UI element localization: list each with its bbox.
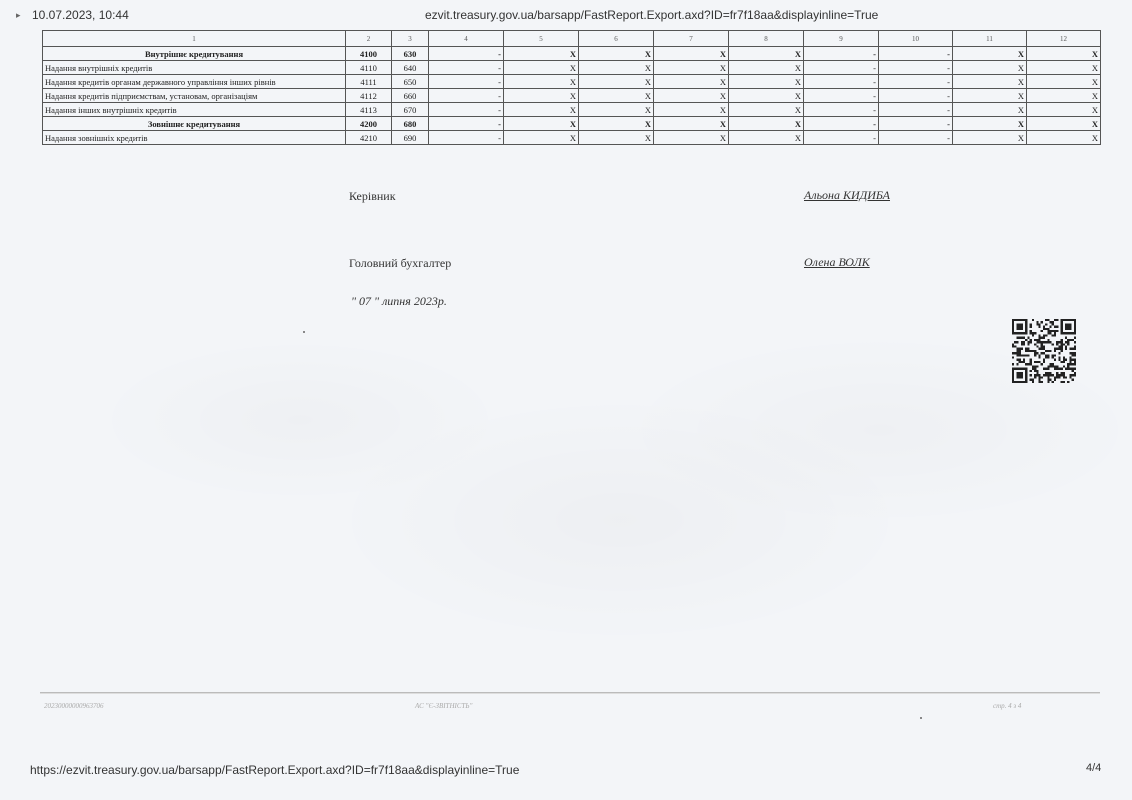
table-cell: - [429,61,504,75]
table-cell: 4112 [346,89,392,103]
row-name: Зовнішнє кредитування [43,117,346,131]
print-header-url: ezvit.treasury.gov.ua/barsapp/FastReport.Export.axd?ID=fr7f18aa&displayinline=True [425,8,879,22]
table-cell: X [579,61,654,75]
table-cell: X [953,89,1027,103]
row-name: Надання інших внутрішніх кредитів [43,103,346,117]
table-cell: X [654,103,729,117]
column-header: 10 [879,31,953,47]
table-cell: X [654,117,729,131]
scan-speck [303,331,305,333]
footer-system: АС "Є-ЗВІТНІСТЬ" [415,702,473,710]
accountant-label: Головний бухгалтер [349,256,452,270]
table-cell: - [429,103,504,117]
table-cell: 640 [392,61,429,75]
table-cell: X [579,89,654,103]
table-cell: - [429,47,504,61]
table-cell: X [1027,75,1101,89]
row-name: Внутрішнє кредитування [43,47,346,61]
table-cell: X [729,75,804,89]
table-cell: X [953,47,1027,61]
table-cell: X [1027,103,1101,117]
table-row [43,103,1101,117]
column-header: 2 [346,31,392,47]
table-cell: X [1027,61,1101,75]
table-cell: - [879,47,953,61]
table-cell: 4113 [346,103,392,117]
column-header: 5 [504,31,579,47]
footer-page-note: стр. 4 з 4 [993,702,1022,710]
row-name: Надання внутрішніх кредитів [43,61,346,75]
column-header: 6 [579,31,654,47]
table-cell: - [804,117,879,131]
table-cell: - [429,117,504,131]
print-page-number: 4/4 [1086,762,1102,774]
table-cell: X [654,61,729,75]
head-label: Керівник [349,189,396,203]
table-cell: - [804,75,879,89]
table-cell: X [729,117,804,131]
table-cell: X [1027,117,1101,131]
table-cell: X [579,47,654,61]
table-cell: - [429,89,504,103]
table-cell: X [953,117,1027,131]
column-header: 9 [804,31,879,47]
row-name: Надання кредитів підприємствам, установам, організаціям [43,89,346,103]
table-row [43,89,1101,103]
table-row [43,131,1101,145]
table-cell: X [579,103,654,117]
table-cell: X [729,89,804,103]
table-cell: - [879,61,953,75]
table-cell: 630 [392,47,429,61]
row-name: Надання кредитів органам державного управління інших рівнів [43,75,346,89]
table-cell: X [504,103,579,117]
table-cell: - [804,103,879,117]
table-cell: 660 [392,89,429,103]
table-cell: X [504,47,579,61]
table-cell: - [879,89,953,103]
table-cell: - [879,75,953,89]
table-cell: 4110 [346,61,392,75]
qr-code-icon [1012,319,1076,383]
table-cell: - [804,61,879,75]
footer-divider [40,692,1100,694]
table-cell: - [879,117,953,131]
table-row [43,75,1101,89]
table-cell: 670 [392,103,429,117]
print-datetime: 10.07.2023, 10:44 [32,8,129,22]
table-cell: X [504,131,579,145]
column-header: 1 [43,31,346,47]
table-cell: 690 [392,131,429,145]
table-cell: X [953,131,1027,145]
signature-date: " 07 " липня 2023р. [351,294,447,308]
table-cell: X [953,75,1027,89]
table-row [43,61,1101,75]
table-cell: X [654,131,729,145]
corner-mark: ▸ [16,10,21,20]
table-header-row [43,31,1101,47]
table-cell: X [729,47,804,61]
column-header: 11 [953,31,1027,47]
footer-doc-id: 20230000000963706 [44,702,104,710]
head-name: Альона КИДИБА [804,188,890,202]
table-cell: 4210 [346,131,392,145]
table-cell: - [879,131,953,145]
column-header: 8 [729,31,804,47]
table-cell: 4100 [346,47,392,61]
table-cell: - [879,103,953,117]
table-cell: X [504,75,579,89]
column-header: 3 [392,31,429,47]
table-cell: X [729,61,804,75]
table-cell: X [1027,131,1101,145]
table-cell: 680 [392,117,429,131]
table-cell: 650 [392,75,429,89]
table-row [43,47,1101,61]
table-cell: X [504,117,579,131]
table-cell: X [1027,89,1101,103]
row-name: Надання зовнішніх кредитів [43,131,346,145]
table-cell: X [953,103,1027,117]
table-cell: X [1027,47,1101,61]
table-cell: X [729,131,804,145]
table-cell: 4200 [346,117,392,131]
table-cell: X [729,103,804,117]
table-cell: X [504,61,579,75]
table-cell: X [579,131,654,145]
table-row [43,117,1101,131]
table-cell: 4111 [346,75,392,89]
table-cell: X [579,75,654,89]
table-cell: - [429,75,504,89]
table-body [43,47,1101,145]
table-cell: X [654,47,729,61]
credit-table [42,30,1101,145]
column-header: 7 [654,31,729,47]
accountant-name: Олена ВОЛК [804,255,870,269]
table-cell: - [429,131,504,145]
scan-speck [920,717,922,719]
table-cell: X [579,117,654,131]
table-cell: X [654,75,729,89]
column-header: 4 [429,31,504,47]
table-cell: X [504,89,579,103]
table-cell: - [804,131,879,145]
print-footer-url: https://ezvit.treasury.gov.ua/barsapp/FastReport.Export.axd?ID=fr7f18aa&displayinline=True [30,763,520,777]
table-cell: - [804,47,879,61]
table-cell: - [804,89,879,103]
table-cell: X [953,61,1027,75]
table-cell: X [654,89,729,103]
column-header: 12 [1027,31,1101,47]
